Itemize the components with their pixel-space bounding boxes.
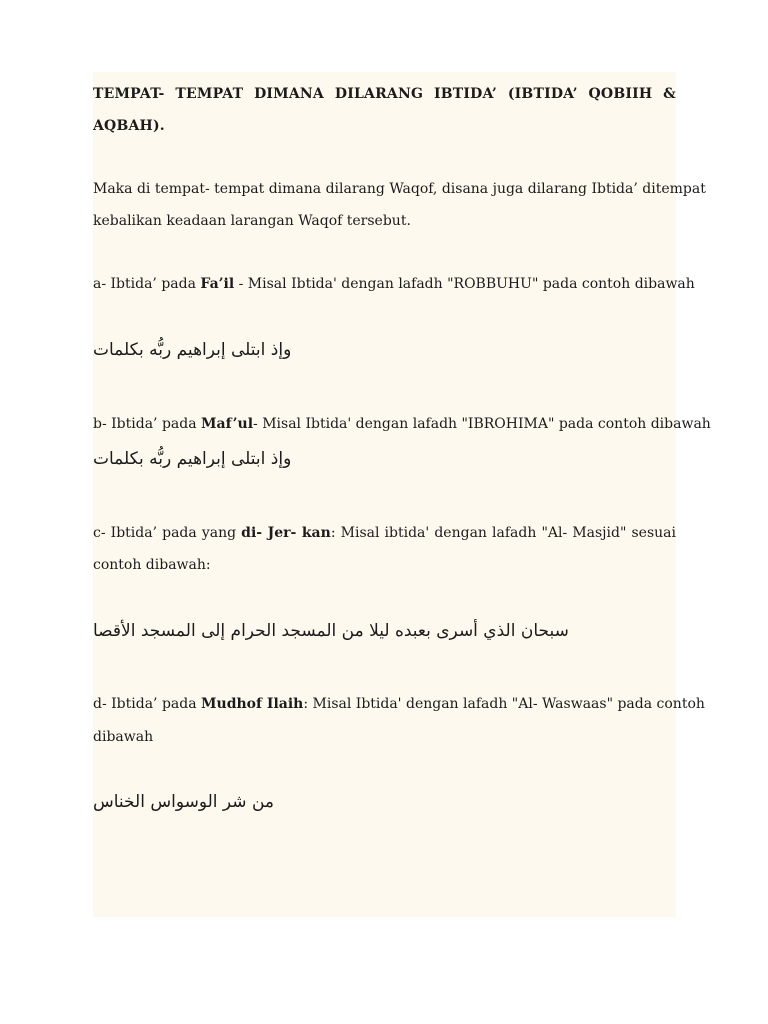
intro-line-2: kebalikan keadaan larangan Waqof tersebut. <box>93 213 411 229</box>
item-d-line-2: dibawah <box>93 729 154 745</box>
item-a-text <box>93 276 695 292</box>
item-a-term: Fa’il <box>200 276 235 292</box>
item-d-suffix: : Misal Ibtida' dengan lafadh "Al- Waswaas" pada contoh <box>303 696 705 712</box>
item-b-term: Maf’ul <box>201 416 254 432</box>
item-b-arabic: وإذ ابتلى إبراهيم ربُّه بكلمات <box>93 449 292 469</box>
item-c-prefix: c- Ibtida’ pada yang <box>93 525 242 541</box>
item-b-prefix: b- Ibtida’ pada <box>93 416 202 432</box>
item-d-prefix: d- Ibtida’ pada <box>93 696 202 712</box>
item-a-arabic: وإذ ابتلى إبراهيم ربُّه بكلمات <box>93 340 292 360</box>
item-c-arabic: سبحان الذي أسرى بعبده ليلا من المسجد الحرام إلى المسجد الأقصا <box>93 621 569 641</box>
item-c-line-2: contoh dibawah: <box>93 557 211 573</box>
item-d-text <box>93 696 705 712</box>
document-page <box>93 72 711 917</box>
item-d-arabic: من شر الوسواس الخناس <box>93 792 275 812</box>
page-title-line-2: AQBAH). <box>93 118 165 134</box>
item-b-text <box>93 416 711 432</box>
item-c-text <box>93 525 676 541</box>
item-d-term: Mudhof Ilaih <box>201 696 304 712</box>
item-c-term: di- Jer- kan <box>241 525 331 541</box>
item-b-suffix: - Misal Ibtida' dengan lafadh "IBROHIMA" pada contoh dibawah <box>253 416 711 432</box>
item-c-suffix: : Misal ibtida' dengan lafadh "Al- Masjid" sesuai <box>330 525 676 541</box>
item-a-suffix: - Misal Ibtida' dengan lafadh "ROBBUHU" pada contoh dibawah <box>234 276 695 292</box>
page-title-line-1: TEMPAT- TEMPAT DIMANA DILARANG IBTIDA’ (IBTIDA’ QOBIIH & <box>93 86 676 102</box>
intro-line-1: Maka di tempat- tempat dimana dilarang Waqof, disana juga dilarang Ibtida’ ditempat <box>93 181 706 197</box>
item-a-prefix: a- Ibtida’ pada <box>93 276 201 292</box>
